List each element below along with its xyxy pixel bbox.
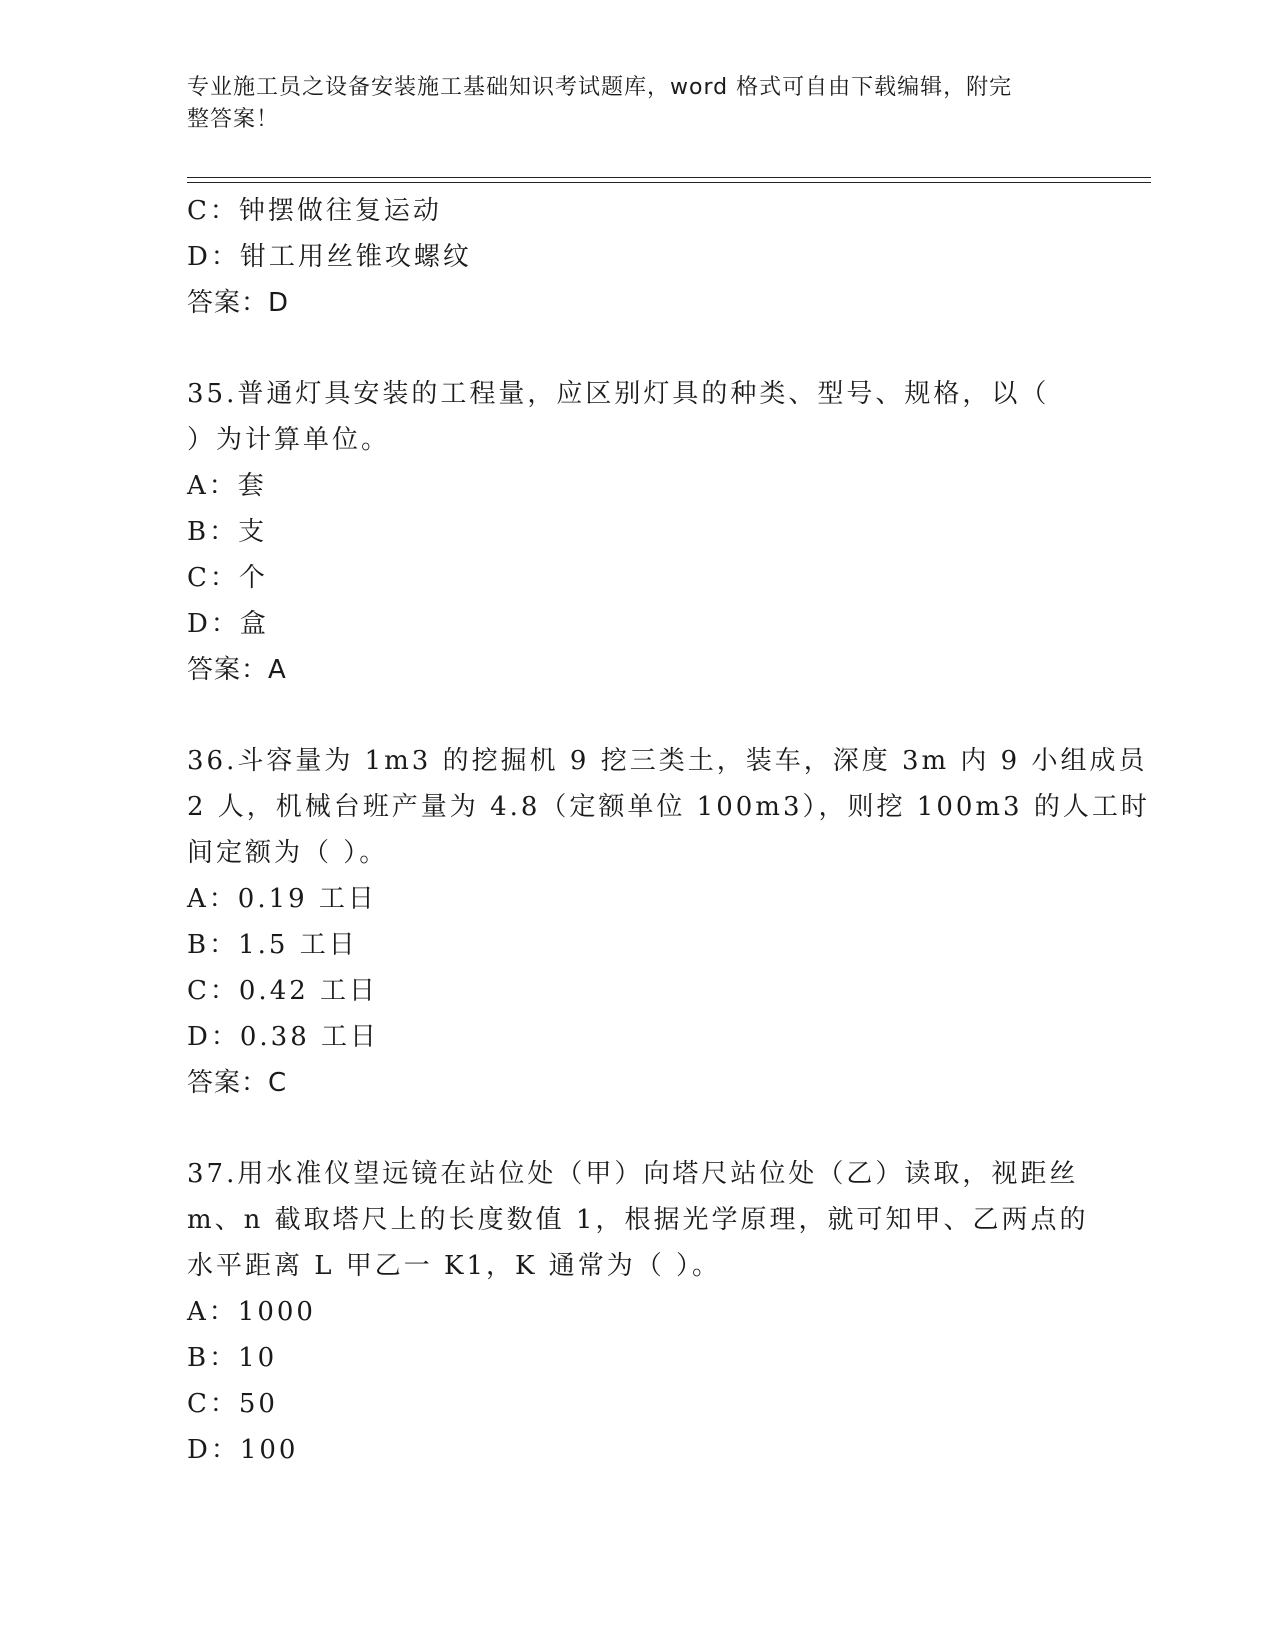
stem-line: 37.用水准仪望远镜在站位处（甲）向塔尺站位处（乙）读取，视距丝 bbox=[187, 1159, 1079, 1189]
option-b: B：10 bbox=[187, 1343, 278, 1373]
option-d: D：0.38 工日 bbox=[187, 1022, 380, 1052]
header-line-1: 专业施工员之设备安装施工基础知识考试题库，word 格式可自由下载编辑，附完 bbox=[187, 75, 1013, 100]
stem-line: m、n 截取塔尺上的长度数值 1，根据光学原理，就可知甲、乙两点的 bbox=[187, 1205, 1089, 1235]
question-stem bbox=[187, 738, 1150, 876]
option-c: C：0.42 工日 bbox=[187, 976, 379, 1006]
question-stem bbox=[187, 1151, 1087, 1289]
stem-line: 水平距离 L 甲乙一 K1，K 通常为（ ）。 bbox=[187, 1251, 721, 1281]
question-37 bbox=[187, 1151, 1087, 1473]
question-36 bbox=[187, 738, 1150, 1106]
stem-line: 2 人，机械台班产量为 4.8（定额单位 100m3），则挖 100m3 的人工时 bbox=[187, 792, 1150, 822]
answer-line: 答案：C bbox=[187, 1068, 288, 1098]
stem-line: 35.普通灯具安装的工程量，应区别灯具的种类、型号、规格，以（ bbox=[187, 379, 1050, 409]
header-divider-top bbox=[187, 177, 1151, 178]
question-stem bbox=[187, 371, 1087, 463]
option-a: A：套 bbox=[187, 471, 267, 501]
option-d: D：钳工用丝锥攻螺纹 bbox=[187, 242, 472, 272]
stem-line: ）为计算单位。 bbox=[187, 425, 391, 455]
option-c: C：钟摆做往复运动 bbox=[187, 196, 442, 226]
question-35 bbox=[187, 371, 1087, 693]
option-a: A：0.19 工日 bbox=[187, 884, 377, 914]
option-b: B：1.5 工日 bbox=[187, 930, 358, 960]
option-d: D：盒 bbox=[187, 609, 269, 639]
stem-line: 间定额为（ ）。 bbox=[187, 838, 389, 868]
option-b: B：支 bbox=[187, 517, 268, 547]
stem-line: 36.斗容量为 1m3 的挖掘机 9 挖三类土，装车，深度 3m 内 9 小组成员 bbox=[187, 746, 1148, 776]
question-34-tail bbox=[187, 188, 1087, 326]
answer-line: 答案：A bbox=[187, 655, 287, 685]
question-list bbox=[187, 188, 1150, 1473]
header-line-2: 整答案！ bbox=[187, 107, 280, 132]
option-d: D：100 bbox=[187, 1435, 299, 1465]
document-header bbox=[187, 72, 1067, 136]
header-divider-bottom bbox=[187, 182, 1151, 183]
option-a: A：1000 bbox=[187, 1297, 316, 1327]
answer-line: 答案：D bbox=[187, 288, 290, 318]
option-c: C：50 bbox=[187, 1389, 278, 1419]
option-c: C：个 bbox=[187, 563, 268, 593]
